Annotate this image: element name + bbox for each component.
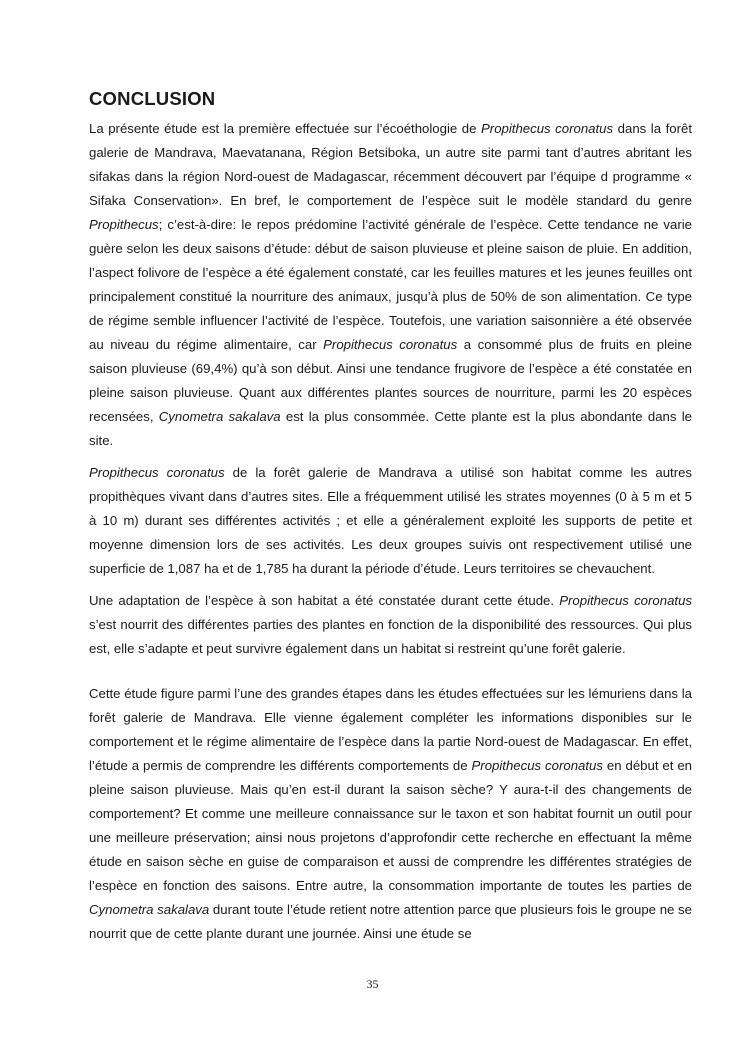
- text-run: Cette étude figure parmi l’une des grandes étapes dans les études effectuées sur les lémuriens dans la forêt galerie de Mandrava. Elle vienne également compléter les informations disponibles sur le comportement et le régime alimentaire de l’espèce dans la partie Nord-ouest de Madagascar. En effet, l’étude a permis de comprendre les différents comportements de: [89, 686, 692, 773]
- species-name: Propithecus coronatus: [481, 121, 614, 136]
- paragraph-1: [89, 117, 692, 453]
- text-run: ; c’est-à-dire: le repos prédomine l’activité générale de l’espèce. Cette tendance ne varie guère selon les deux saisons d’étude: début de saison pluvieuse et pleine saison de pluie. En addition, l’aspect folivore de l’espèce a été également constaté, car les feuilles matures et les jeunes feuilles ont principalement constitué la nourriture des animaux, jusqu’à plus de 50% de son alimentation. Ce type de régime semble influencer l’activité de l’espèce. Toutefois, une variation saisonnière a été observée au niveau du régime alimentaire, car: [89, 217, 692, 352]
- species-name: Propithecus: [89, 217, 159, 232]
- species-name: Propithecus coronatus: [323, 337, 458, 352]
- text-run: s’est nourrit des différentes parties des plantes en fonction de la disponibilité des ressources. Qui plus est, elle s’adapte et peut survivre également dans un habitat si restreint qu’une forêt galerie.: [89, 617, 692, 656]
- text-run: durant toute l’étude retient notre attention parce que plusieurs fois le groupe ne se nourrit que de cette plante durant une journée. Ainsi une étude se: [89, 902, 692, 941]
- species-name: Cynometra sakalava: [158, 409, 281, 424]
- species-name: Propithecus coronatus: [471, 758, 603, 773]
- document-page: [89, 88, 692, 946]
- paragraph-2: [89, 461, 692, 581]
- page-number: 35: [366, 977, 379, 991]
- species-name: Propithecus coronatus: [559, 593, 692, 608]
- text-run: Une adaptation de l’espèce à son habitat a été constatée durant cette étude.: [89, 593, 560, 608]
- text-run: en début et en pleine saison pluvieuse. Mais qu’en est-il durant la saison sèche? Y aura-t-il des changements de comportement? Et comme une meilleure connaissance sur le taxon et son habitat fournit un outil pour une meilleure préservation; ainsi nous projetons d’approfondir cette recherche en effectuant la même étude en saison sèche en guise de comparaison et aussi de comprendre les différentes stratégies de l’espèce en fonction des saisons. Entre autre, la consommation importante de toutes les parties de: [89, 758, 692, 893]
- text-run: La présente étude est la première effectuée sur l’écoéthologie de: [89, 121, 481, 136]
- section-title: CONCLUSION: [89, 88, 216, 109]
- species-name: Cynometra sakalava: [89, 902, 210, 917]
- paragraph-4: [89, 682, 692, 946]
- species-name: Propithecus coronatus: [89, 465, 225, 480]
- paragraph-3: [89, 589, 692, 661]
- text-run: est la plus consommée. Cette plante est la plus abondante dans le site.: [89, 409, 692, 448]
- text-run: de la forêt galerie de Mandrava a utilisé son habitat comme les autres propithèques vivant dans d’autres sites. Elle a fréquemment utilisé les strates moyennes (0 à 5 m et 5 à 10 m) durant ses différentes activités ; et elle a généralement exploité les supports de petite et moyenne dimension lors de ses activités. Les deux groupes suivis ont respectivement utilisé une superficie de 1,087 ha et de 1,785 ha durant la période d’étude. Leurs territoires se chevauchent.: [89, 465, 693, 576]
- text-run: dans la forêt galerie de Mandrava, Maevatanana, Région Betsiboka, un autre site parmi tant d’autres abritant les sifakas dans la région Nord-ouest de Madagascar, récemment découvert par l’équipe d programme « Sifaka Conservation». En bref, le comportement de l’espèce suit le modèle standard du genre: [89, 121, 692, 208]
- text-run: a consommé plus de fruits en pleine saison pluvieuse (69,4%) qu’à son début. Ainsi une tendance frugivore de l’espèce a été constatée en pleine saison pluvieuse. Quant aux différentes plantes sources de nourriture, parmi les 20 espèces recensées,: [89, 337, 693, 424]
